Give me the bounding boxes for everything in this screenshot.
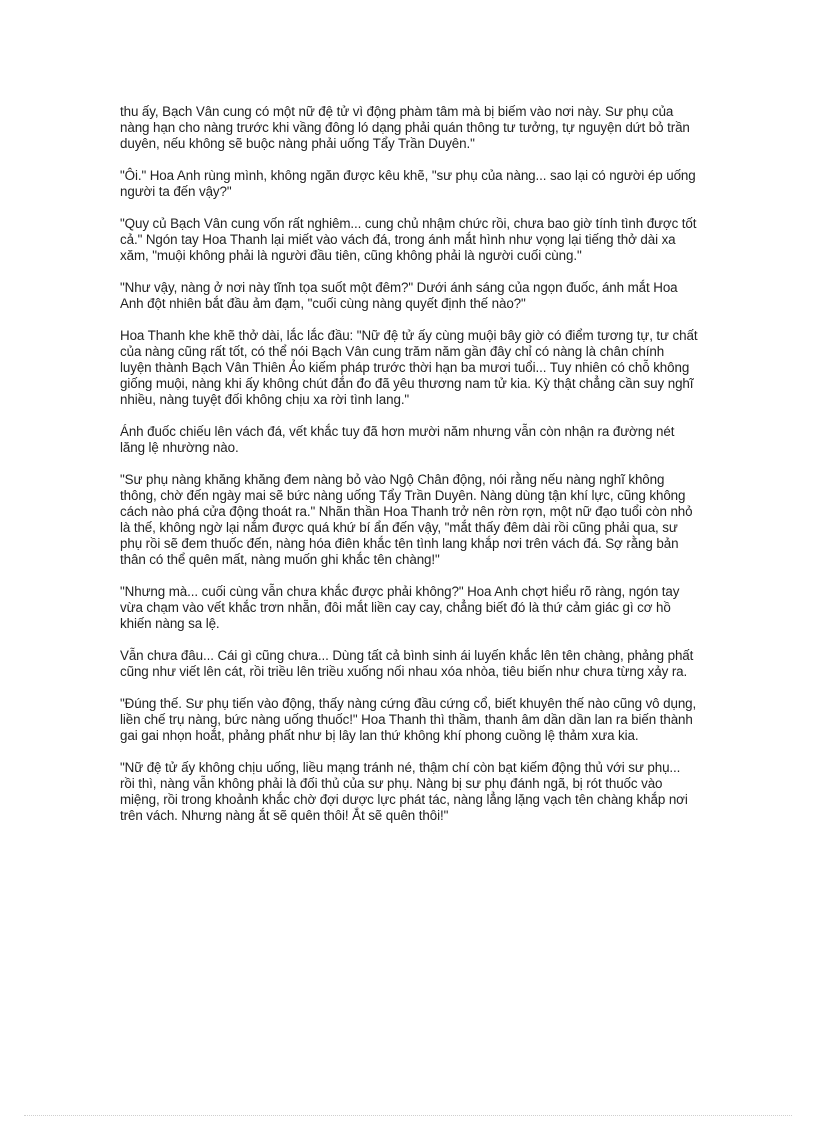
- paragraph: Ánh đuốc chiếu lên vách đá, vết khắc tuy đã hơn mười năm nhưng vẫn còn nhận ra đường nét lăng lệ nhường nào.: [120, 424, 675, 455]
- paragraph: "Nữ đệ tử ấy không chịu uống, liều mạng tránh né, thậm chí còn bạt kiếm động thủ với sư phụ... rồi thì, nàng vẫn không phải là đối thủ của sư phụ. Nàng bị sư phụ đánh ngã, bị rót thuốc vào miệng, rồi trong khoảnh khắc chờ đợi dược lực phát tác, nàng lẳng lặng vạch tên chàng khắp nơi trên vách. Nhưng nàng ắt sẽ quên thôi! Ắt sẽ quên thôi!": [120, 760, 688, 823]
- paragraph: "Sư phụ nàng khăng khăng đem nàng bỏ vào Ngộ Chân động, nói rằng nếu nàng nghĩ không thông, chờ đến ngày mai sẽ bức nàng uống Tẩy Trần Duyên. Nàng dùng tận khí lực, cũng không cách nào phá cửa động thoát ra." Nhãn thần Hoa Thanh trở nên rờn rợn, một nữ đạo tuổi còn nhỏ là thế, không ngờ lại nắm được quá khứ bí ẩn đến vậy, "mắt thấy đêm dài rồi cũng phải qua, sư phụ rồi sẽ đem thuốc đến, nàng hóa điên khắc tên tình lang khắp nơi trên vách đá. Sợ rằng bản thân có thể quên mất, nàng muốn ghi khắc tên chàng!": [120, 472, 693, 567]
- paragraph: "Ôi." Hoa Anh rùng mình, không ngăn được kêu khẽ, "sư phụ của nàng... sao lại có người ép uống người ta đến vậy?": [120, 168, 696, 199]
- paragraph: Vẫn chưa đâu... Cái gì cũng chưa... Dùng tất cả bình sinh ái luyến khắc lên tên chàng, phảng phất cũng như viết lên cát, rồi triều lên triều xuống nối nhau xóa nhòa, tiêu biến như chưa từng xảy ra.: [120, 648, 694, 679]
- document-body: [120, 104, 698, 840]
- page-bottom-divider: [24, 1115, 792, 1116]
- paragraph: Hoa Thanh khe khẽ thở dài, lắc lắc đầu: "Nữ đệ tử ấy cùng muội bây giờ có điểm tương tự, tư chất của nàng cũng rất tốt, có thể nói Bạch Vân cung trăm năm gần đây chỉ có nàng là chân chính luyện thành Bạch Vân Thiên Ảo kiếm pháp trước thời hạn ba mươi tuổi... Tuy nhiên có chỗ không giống muội, nàng khi ấy không chút đắn đo đã yêu thương nam tử kia. Kỳ thật chẳng cần suy nghĩ nhiều, nàng tuyệt đối không chịu xa rời tình lang.": [120, 328, 698, 407]
- paragraph: thu ấy, Bạch Vân cung có một nữ đệ tử vì động phàm tâm mà bị biếm vào nơi này. Sư phụ của nàng hạn cho nàng trước khi vầng đông ló dạng phải quán thông tư tưởng, tự nguyện dứt bỏ trần duyên, nếu không sẽ buộc nàng phải uống Tẩy Trần Duyên.": [120, 104, 690, 151]
- paragraph: "Nhưng mà... cuối cùng vẫn chưa khắc được phải không?" Hoa Anh chợt hiểu rõ ràng, ngón tay vừa chạm vào vết khắc trơn nhẵn, đôi mắt liền cay cay, chẳng biết đó là thứ cảm giác gì cơ hồ khiến nàng sa lệ.: [120, 584, 680, 631]
- paragraph: "Quy củ Bạch Vân cung vốn rất nghiêm... cung chủ nhậm chức rồi, chưa bao giờ tính tình được tốt cả." Ngón tay Hoa Thanh lại miết vào vách đá, trong ánh mắt hình như vọng lại tiếng thở dài xa xăm, "muội không phải là người đầu tiên, cũng không phải là người cuối cùng.": [120, 216, 697, 263]
- paragraph: "Như vậy, nàng ở nơi này tĩnh tọa suốt một đêm?" Dưới ánh sáng của ngọn đuốc, ánh mắt Hoa Anh đột nhiên bắt đầu ảm đạm, "cuối cùng nàng quyết định thế nào?": [120, 280, 678, 311]
- paragraph: "Đúng thế. Sư phụ tiến vào động, thấy nàng cứng đầu cứng cổ, biết khuyên thế nào cũng vô dụng, liền chế trụ nàng, bức nàng uống thuốc!" Hoa Thanh thì thầm, thanh âm dần dần lan ra biến thành gai gai nhọn hoắt, phảng phất như bị lây lan thứ không khí phong cuồng lệ thảm xưa kia.: [120, 696, 697, 743]
